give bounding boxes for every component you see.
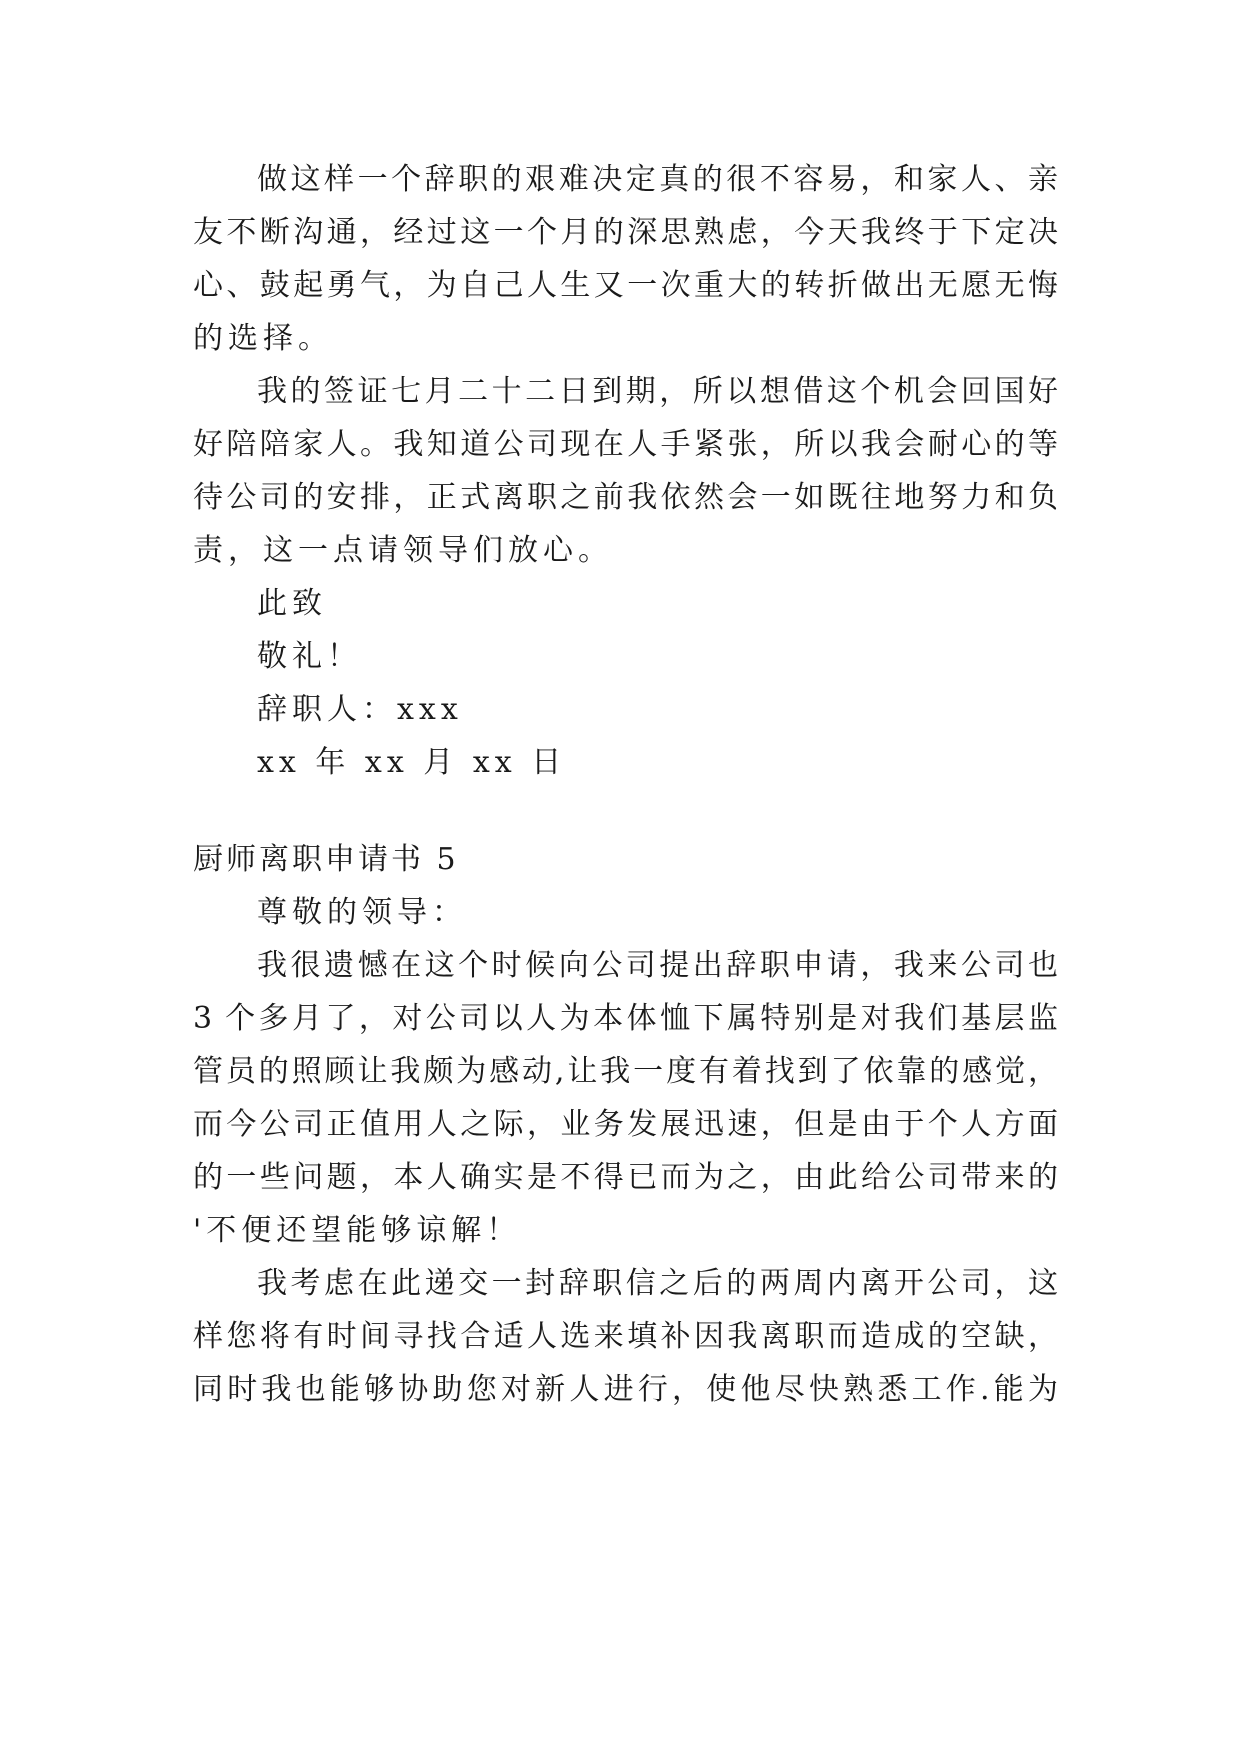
- paragraph-3-line-6: '不便还望能够谅解！: [193, 1213, 522, 1248]
- paragraph-1-line-3: 心、鼓起勇气，为自己人生又一次重大的转折做出无愿无悔: [193, 268, 1058, 303]
- greeting: 尊敬的领导：: [257, 895, 467, 930]
- salute: 敬礼！: [257, 639, 362, 674]
- date: xx 年 xx 月 xx 日: [257, 745, 567, 780]
- closing: 此致: [257, 586, 327, 621]
- paragraph-3-line-5: 的一些问题，本人确实是不得已而为之，由此给公司带来的: [193, 1160, 1058, 1195]
- paragraph-3-line-3: 管员的照顾让我颇为感动,让我一度有着找到了依靠的感觉，: [193, 1054, 1058, 1089]
- paragraph-2-line-4: 责，这一点请领导们放心。: [193, 533, 613, 568]
- paragraph-4-line-3: 同时我也能够协助您对新人进行，使他尽快熟悉工作.能为: [193, 1372, 1058, 1407]
- paragraph-2-line-1: 我的签证七月二十二日到期，所以想借这个机会回国好: [257, 374, 1058, 409]
- paragraph-1-line-2: 友不断沟通，经过这一个月的深思熟虑，今天我终于下定决: [193, 215, 1058, 250]
- paragraph-3-line-2: 3 个多月了，对公司以人为本体恤下属特别是对我们基层监: [193, 1001, 1058, 1036]
- section-title: 厨师离职申请书 5: [193, 842, 459, 877]
- paragraph-4-line-1: 我考虑在此递交一封辞职信之后的两周内离开公司，这: [257, 1266, 1058, 1301]
- paragraph-3-line-4: 而今公司正值用人之际，业务发展迅速，但是由于个人方面: [193, 1107, 1058, 1142]
- paragraph-3-line-1: 我很遗憾在这个时候向公司提出辞职申请，我来公司也: [257, 948, 1058, 983]
- paragraph-2-line-3: 待公司的安排，正式离职之前我依然会一如既往地努力和负: [193, 480, 1058, 515]
- signer: 辞职人：xxx: [257, 692, 463, 727]
- paragraph-1-line-1: 做这样一个辞职的艰难决定真的很不容易，和家人、亲: [257, 162, 1058, 197]
- paragraph-2-line-2: 好陪陪家人。我知道公司现在人手紧张，所以我会耐心的等: [193, 427, 1058, 462]
- paragraph-4-line-2: 样您将有时间寻找合适人选来填补因我离职而造成的空缺，: [193, 1319, 1058, 1354]
- paragraph-1-line-4: 的选择。: [193, 321, 333, 356]
